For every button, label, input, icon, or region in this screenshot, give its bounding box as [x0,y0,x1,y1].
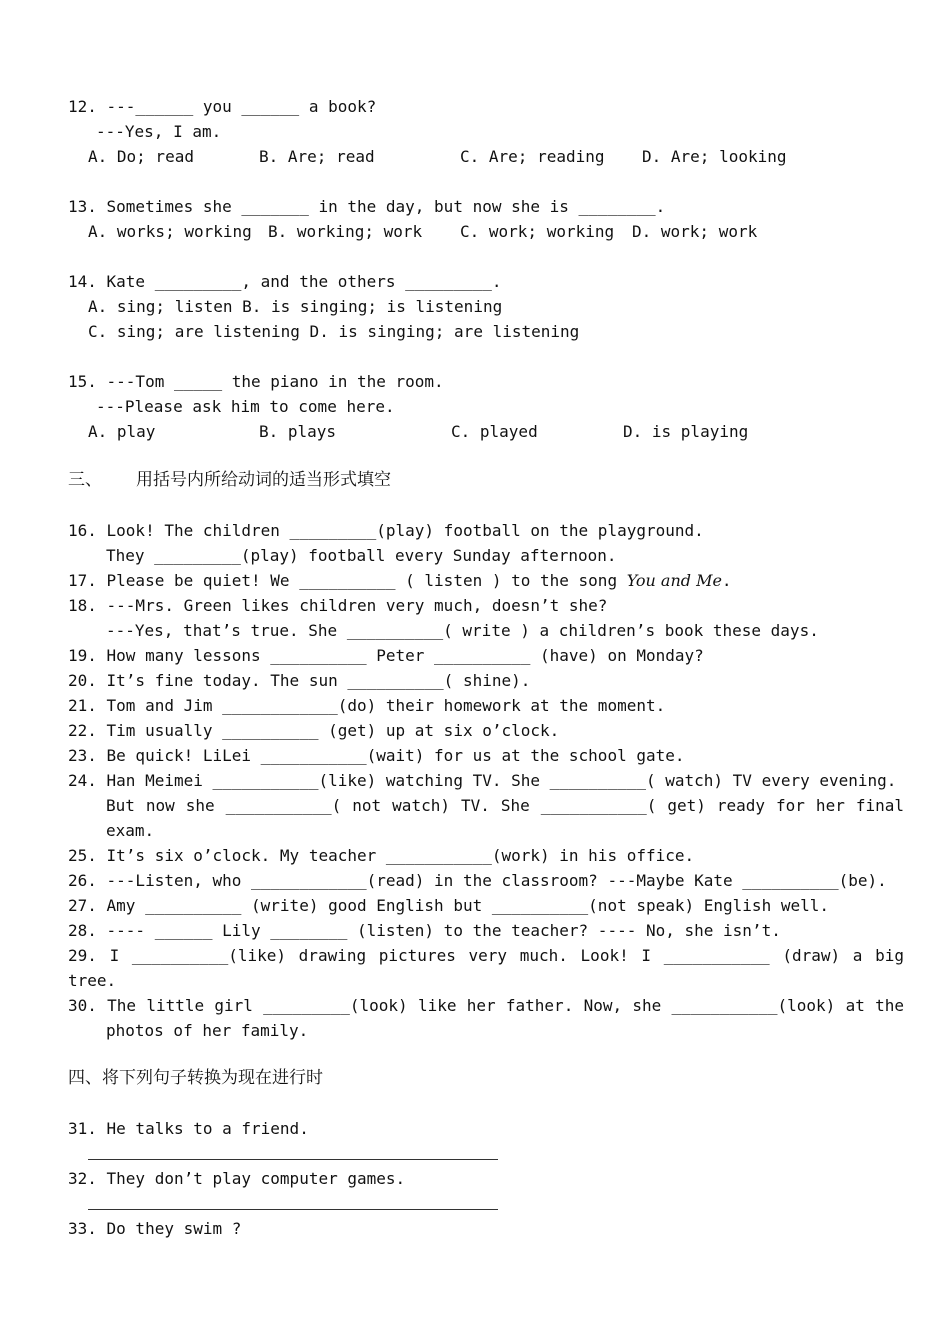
question-29-line2: tree. [68,971,117,990]
section-3-title: 用括号内所给动词的适当形式填空 [136,470,391,490]
question-16-line1: 16. Look! The children _________(play) football on the playground. [68,521,704,540]
question-15-option-c: C. played [451,422,538,441]
question-16-line2: They _________(play) football every Sunday afternoon. [106,546,617,565]
question-15-stem: 15. ---Tom _____ the piano in the room. [68,372,444,391]
question-24-line1: 24. Han Meimei ___________(like) watching TV. She __________( watch) TV every evening. [68,771,897,790]
question-18-line2: ---Yes, that’s true. She __________( write ) a children’s book these days. [106,621,819,640]
question-14-options-line2: C. sing; are listening D. is singing; are listening [88,322,580,341]
question-25: 25. It’s six o’clock. My teacher ___________(work) in his office. [68,846,695,865]
question-12-stem: 12. ---______ you ______ a book? [68,97,377,116]
question-29-line1: 29. I __________(like) drawing pictures very much. Look! I ___________ (draw) a big [68,946,904,965]
question-12-option-d: D. Are; looking [642,147,787,166]
question-33: 33. Do they swim ? [68,1219,242,1238]
question-15-option-a: A. play [88,422,156,441]
question-12-option-b: B. Are; read [259,147,375,166]
question-12-reply: ---Yes, I am. [96,122,222,141]
answer-line-31 [88,1159,498,1160]
section-3-number: 三、 [68,470,102,490]
question-24-line2: But now she ___________( not watch) TV. She ___________( get) ready for her final [106,796,904,815]
answer-line-32 [88,1209,498,1210]
question-17-end: . [721,571,732,590]
question-18-line1: 18. ---Mrs. Green likes children very much, doesn’t she? [68,596,608,615]
section-4-title: 四、将下列句子转换为现在进行时 [68,1068,323,1088]
question-22: 22. Tim usually __________ (get) up at six o’clock. [68,721,560,740]
question-19: 19. How many lessons __________ Peter __________ (have) on Monday? [68,646,704,665]
question-17-text: 17. Please be quiet! We __________ ( listen ) to the song [68,571,627,590]
question-28: 28. ---- ______ Lily ________ (listen) to the teacher? ---- No, she isn’t. [68,921,781,940]
question-17 [68,568,732,593]
question-26: 26. ---Listen, who ____________(read) in the classroom? ---Maybe Kate __________(be). [68,871,887,890]
question-13-option-b: B. working; work [268,222,423,241]
question-32: 32. They don’t play computer games. [68,1169,406,1188]
question-14-stem: 14. Kate _________, and the others _________. [68,272,502,291]
question-15-reply: ---Please ask him to come here. [96,397,395,416]
question-12-option-c: C. Are; reading [460,147,605,166]
question-15-option-b: B. plays [259,422,337,441]
question-13-option-d: D. work; work [632,222,758,241]
question-13-stem: 13. Sometimes she _______ in the day, but now she is ________. [68,197,666,216]
question-30-line2: photos of her family. [106,1021,309,1040]
question-30-line1: 30. The little girl _________(look) like her father. Now, she ___________(look) at the [68,996,904,1015]
question-13-option-c: C. work; working [460,222,615,241]
question-21: 21. Tom and Jim ____________(do) their homework at the moment. [68,696,666,715]
question-27: 27. Amy __________ (write) good English but __________(not speak) English well. [68,896,829,915]
question-13-option-a: A. works; working [88,222,252,241]
question-20: 20. It’s fine today. The sun __________( shine). [68,671,531,690]
question-17-song-title: You and Me [626,571,722,590]
question-23: 23. Be quick! LiLei ___________(wait) for us at the school gate. [68,746,685,765]
question-15-option-d: D. is playing [623,422,749,441]
question-14-options-line1: A. sing; listen B. is singing; is listening [88,297,503,316]
question-12-option-a: A. Do; read [88,147,194,166]
question-31: 31. He talks to a friend. [68,1119,309,1138]
question-24-line3: exam. [106,821,155,840]
